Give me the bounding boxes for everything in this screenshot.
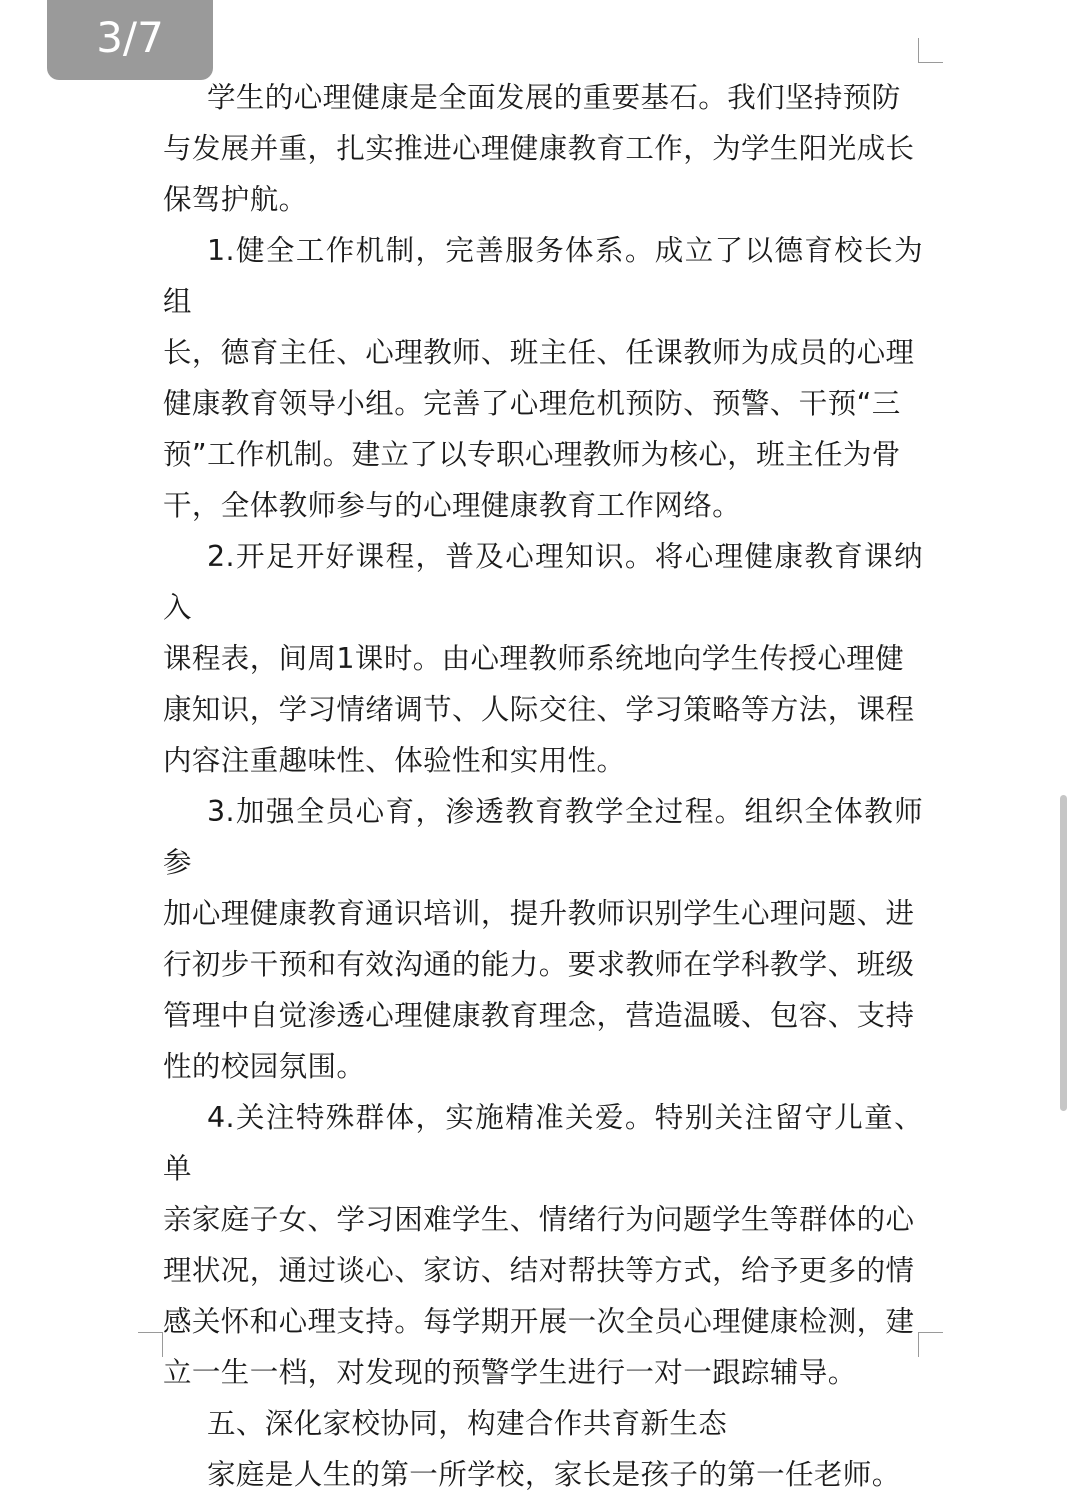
text-line: 4.关注特殊群体，实施精准关爱。特别关注留守儿童、单 [163, 1101, 923, 1185]
text-line: 亲家庭子女、学习困难学生、情绪行为问题学生等群体的心 [163, 1203, 915, 1236]
page-indicator: 3/7 [47, 0, 213, 80]
text-line: 预”工作机制。建立了以专职心理教师为核心，班主任为骨 [163, 438, 901, 471]
text-line: 课程表，间周1课时。由心理教师系统地向学生传授心理健 [163, 642, 905, 675]
text-line: 理状况，通过谈心、家访、结对帮扶等方式，给予更多的情 [163, 1254, 915, 1287]
closing-paragraph: 家庭是人生的第一所学校，家长是孩子的第一任老师。 [207, 1458, 901, 1491]
text-line: 立一生一档，对发现的预警学生进行一对一跟踪辅导。 [163, 1356, 857, 1389]
text-line: 与发展并重，扎实推进心理健康教育工作，为学生阳光成长 [163, 132, 915, 165]
text-line: 1.健全工作机制，完善服务体系。成立了以德育校长为组 [163, 234, 923, 318]
text-line: 内容注重趣味性、体验性和实用性。 [163, 744, 626, 777]
text-line: 健康教育领导小组。完善了心理危机预防、预警、干预“三 [163, 387, 901, 420]
paragraph-item-2 [163, 531, 923, 786]
paragraph-intro [163, 72, 923, 225]
text-line: 长，德育主任、心理教师、班主任、任课教师为成员的心理 [163, 336, 915, 369]
text-line: 干，全体教师参与的心理健康教育工作网络。 [163, 489, 742, 522]
text-line: 行初步干预和有效沟通的能力。要求教师在学科教学、班级 [163, 948, 915, 981]
text-line: 学生的心理健康是全面发展的重要基石。我们坚持预防 [207, 81, 901, 114]
text-line: 加心理健康教育通识培训，提升教师识别学生心理问题、进 [163, 897, 915, 930]
page-corner-mark-top-right [918, 38, 943, 63]
vertical-scrollbar[interactable] [1060, 795, 1067, 1111]
text-line: 3.加强全员心育，渗透教育教学全过程。组织全体教师参 [163, 795, 923, 879]
text-line: 感关怀和心理支持。每学期开展一次全员心理健康检测，建 [163, 1305, 915, 1338]
text-line: 保驾护航。 [163, 183, 308, 216]
paragraph-item-1 [163, 225, 923, 531]
text-line: 康知识，学习情绪调节、人际交往、学习策略等方法，课程 [163, 693, 915, 726]
text-line: 性的校园氛围。 [163, 1050, 366, 1083]
document-body [163, 72, 923, 1500]
section-heading: 五、深化家校协同，构建合作共育新生态 [207, 1407, 728, 1440]
paragraph-item-4 [163, 1092, 923, 1398]
page-corner-mark-bottom-left [138, 1332, 163, 1357]
text-line: 管理中自觉渗透心理健康教育理念，营造温暖、包容、支持 [163, 999, 915, 1032]
paragraph-item-3 [163, 786, 923, 1092]
text-line: 2.开足开好课程，普及心理知识。将心理健康教育课纳入 [163, 540, 923, 624]
